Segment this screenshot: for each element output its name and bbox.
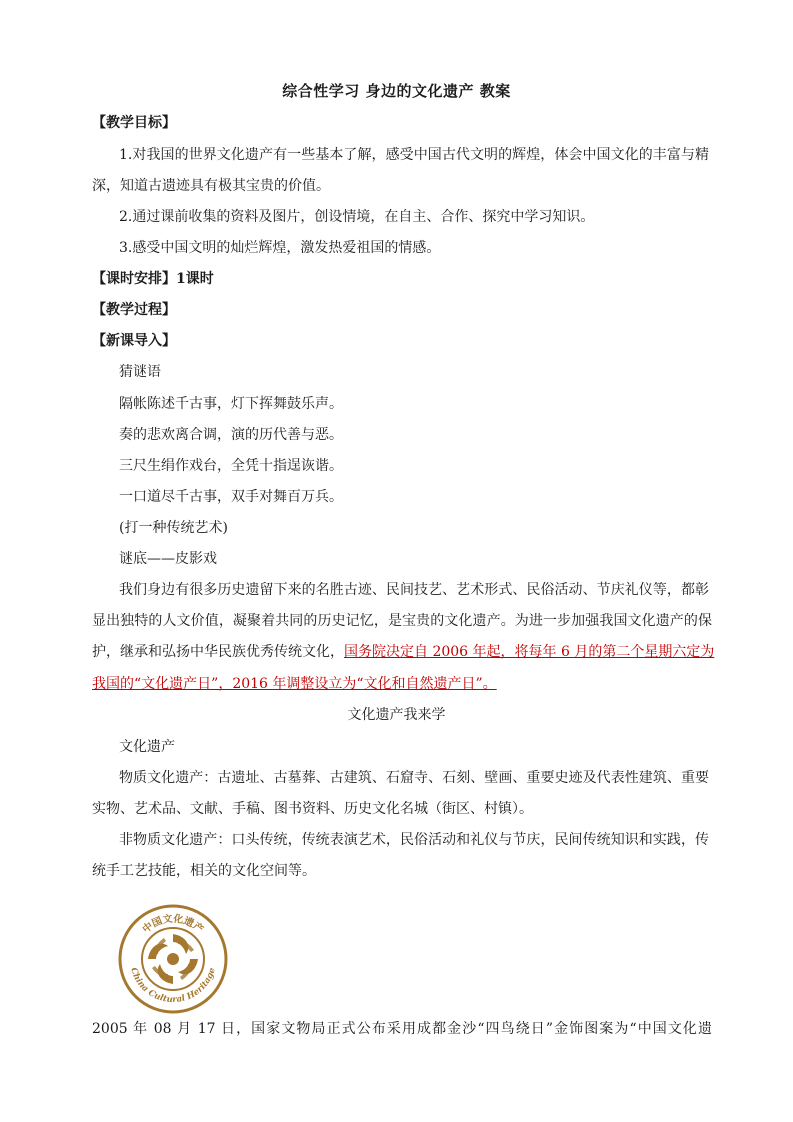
section-subtitle: 文化遗产我来学 (347, 707, 446, 723)
logo-top-text: 中国文化遗产 (140, 913, 206, 936)
document-title: 综合性学习 身边的文化遗产 教案 (282, 82, 511, 100)
footer-line: 2005 年 08 月 17 日，国家文物局正式公布采用成都金沙“四鸟绕日”金饰图案为“中国文化遗 (92, 1021, 712, 1037)
china-cultural-heritage-logo (118, 904, 228, 1014)
paragraph-line-3-highlight: 国务院决定自 2006 年起，将每年 6 月的第二个星期六定为 (344, 644, 715, 660)
paragraph-line-3 (92, 642, 715, 662)
riddle-label: 猜谜语 (119, 364, 161, 380)
objective-1-line-2: 深，知道古遗迹具有极其宝贵的价值。 (92, 178, 330, 194)
riddle-answer: 谜底——皮影戏 (119, 551, 217, 567)
logo-bottom-text: China Cultural Heritage (128, 966, 218, 1006)
riddle-line-1: 隔帐陈述千古事，灯下挥舞鼓乐声。 (119, 396, 343, 412)
objective-2: 2.通过课前收集的资料及图片，创设情境，在自主、合作、探究中学习知识。 (119, 209, 595, 225)
paragraph-line-4 (92, 674, 712, 694)
riddle-hint: (打一种传统艺术) (119, 520, 228, 536)
riddle-line-3: 三尺生绢作戏台，全凭十指逞诙谐。 (119, 458, 343, 474)
paragraph-line-3-plain: 护，继承和弘扬中华民族优秀传统文化， (92, 644, 344, 660)
paragraph-line-2: 显出独特的人文价值，凝聚着共同的历史记忆，是宝贵的文化遗产。为进一步加强我国文化遗产的保 (92, 613, 712, 629)
paragraph-line-1: 我们身边有很多历史遗留下来的名胜古迹、民间技艺、艺术形式、民俗活动、节庆礼仪等，都彰 (119, 582, 709, 598)
heading-objectives: 【教学目标】 (92, 115, 176, 131)
riddle-line-4: 一口道尽千古事，双手对舞百万兵。 (119, 489, 343, 505)
objective-3: 3.感受中国文明的灿烂辉煌，激发热爱祖国的情感。 (119, 240, 441, 256)
heading-schedule: 【课时安排】1课时 (92, 271, 214, 287)
tangible-heritage-line-2: 实物、艺术品、文献、手稿、图书资料、历史文化名城（街区、村镇）。 (92, 801, 533, 817)
intangible-heritage-line-2: 统手工艺技能，相关的文化空间等。 (92, 863, 316, 879)
section-label: 文化遗产 (119, 739, 175, 755)
heading-intro: 【新课导入】 (92, 333, 176, 349)
tangible-heritage-line-1: 物质文化遗产：古遗址、古墓葬、古建筑、石窟寺、石刻、壁画、重要史迹及代表性建筑、重要 (119, 770, 709, 786)
objective-1-line-1: 1.对我国的世界文化遗产有一些基本了解，感受中国古代文明的辉煌，体会中国文化的丰富与精 (119, 147, 709, 163)
riddle-line-2: 奏的悲欢离合调，演的历代善与恶。 (119, 427, 343, 443)
heading-process: 【教学过程】 (92, 302, 176, 318)
intangible-heritage-line-1: 非物质文化遗产：口头传统，传统表演艺术，民俗活动和礼仪与节庆，民间传统知识和实践，传 (119, 832, 709, 848)
paragraph-line-4-highlight: 我国的“文化遗产日”，2016 年调整设立为“文化和自然遗产日”。 (92, 676, 497, 692)
